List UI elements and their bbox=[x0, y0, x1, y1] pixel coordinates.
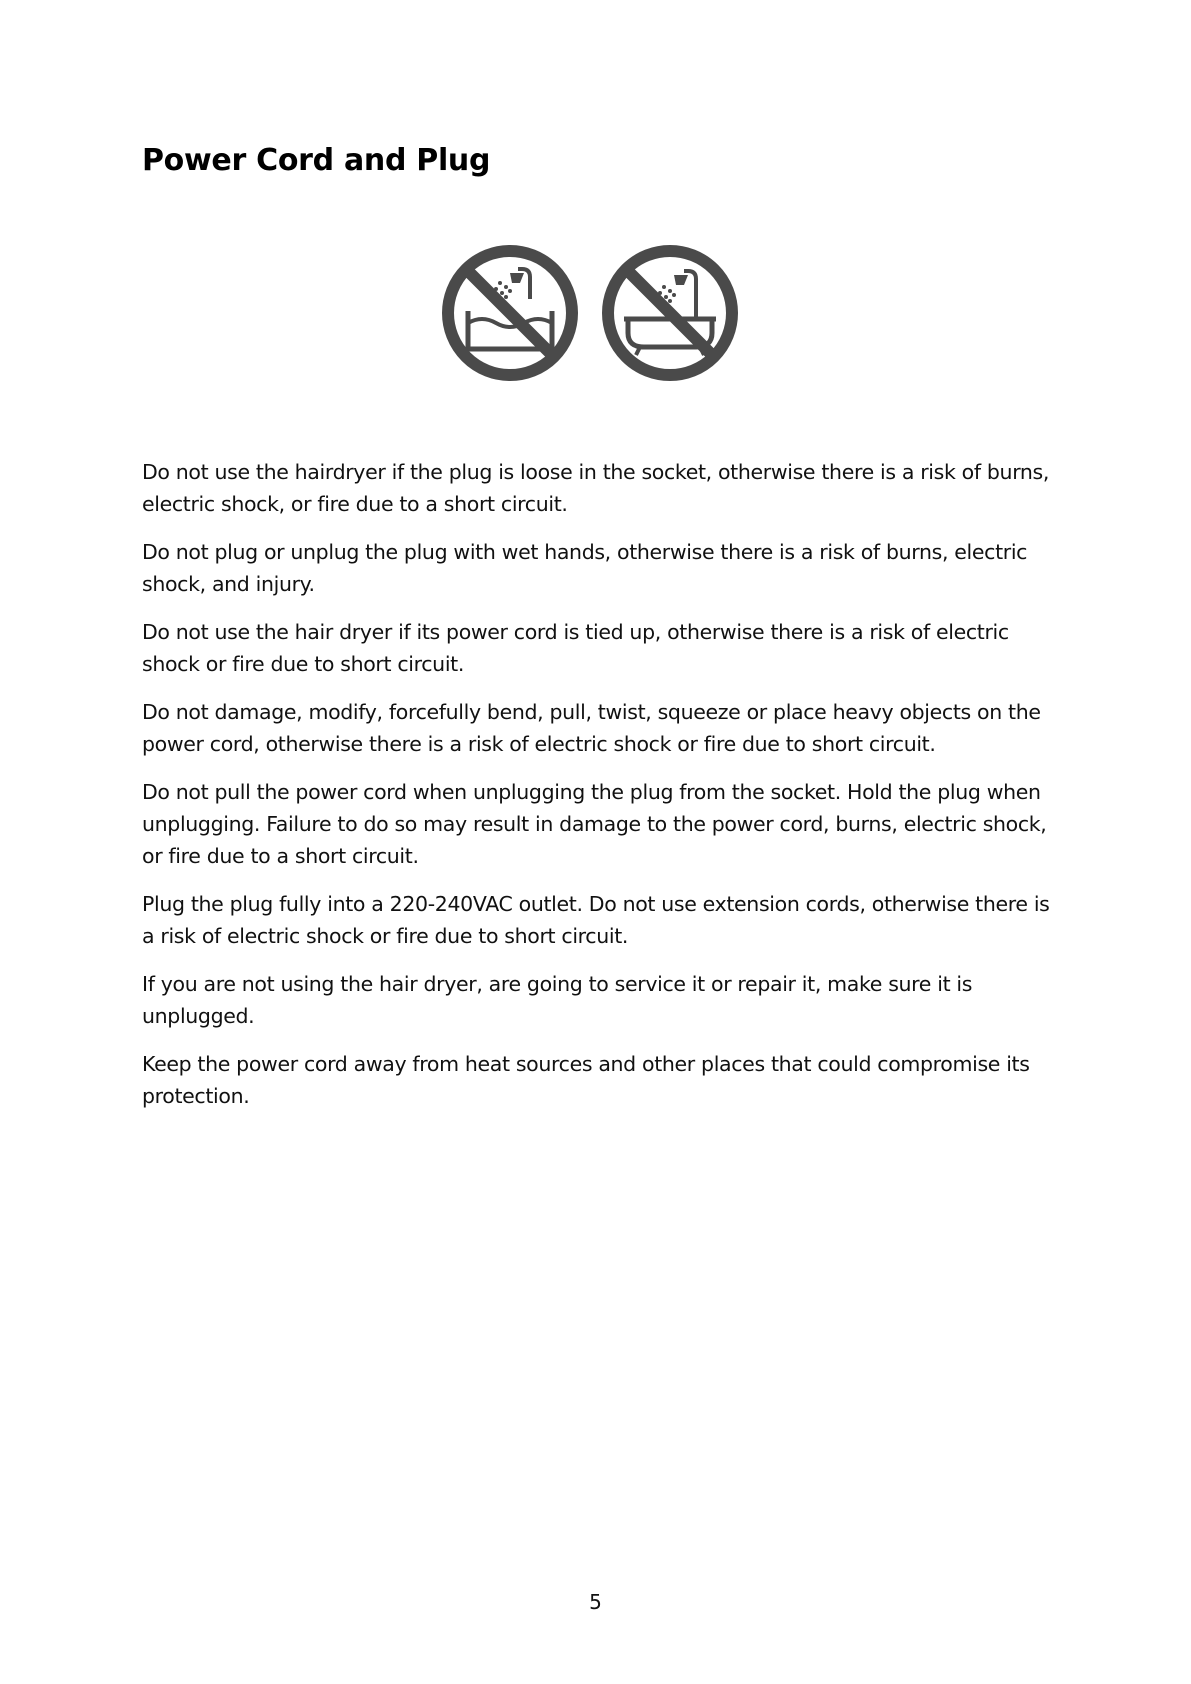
instruction-paragraph: Do not plug or unplug the plug with wet hands, otherwise there is a risk of burns, electric shock, and injury. bbox=[142, 540, 1028, 596]
instruction-paragraph: Keep the power cord away from heat sources and other places that could compromise its protection. bbox=[142, 1052, 1030, 1108]
instruction-paragraph: Do not use the hairdryer if the plug is loose in the socket, otherwise there is a risk of burns, electric shock, or fire due to a short circuit. bbox=[142, 460, 1050, 516]
no-shower-over-bathtub-icon bbox=[600, 243, 740, 383]
page-title: Power Cord and Plug bbox=[142, 143, 491, 178]
instruction-paragraph: Do not use the hair dryer if its power cord is tied up, otherwise there is a risk of electric shock or fire due to short circuit. bbox=[142, 620, 1009, 676]
instruction-paragraph: If you are not using the hair dryer, are going to service it or repair it, make sure it is unplugged. bbox=[142, 972, 973, 1028]
no-shower-over-basin-icon bbox=[440, 243, 580, 383]
safety-instructions bbox=[142, 456, 1062, 1128]
page-number: 5 bbox=[589, 1590, 602, 1614]
warning-icons bbox=[440, 243, 740, 383]
instruction-paragraph: Do not damage, modify, forcefully bend, pull, twist, squeeze or place heavy objects on the power cord, otherwise there is a risk of electric shock or fire due to short circuit. bbox=[142, 700, 1041, 756]
instruction-paragraph: Do not pull the power cord when unplugging the plug from the socket. Hold the plug when unplugging. Failure to do so may result in damage to the power cord, burns, electric shock, or fire due to a short circuit. bbox=[142, 780, 1047, 868]
instruction-paragraph: Plug the plug fully into a 220-240VAC outlet. Do not use extension cords, otherwise there is a risk of electric shock or fire due to short circuit. bbox=[142, 892, 1050, 948]
